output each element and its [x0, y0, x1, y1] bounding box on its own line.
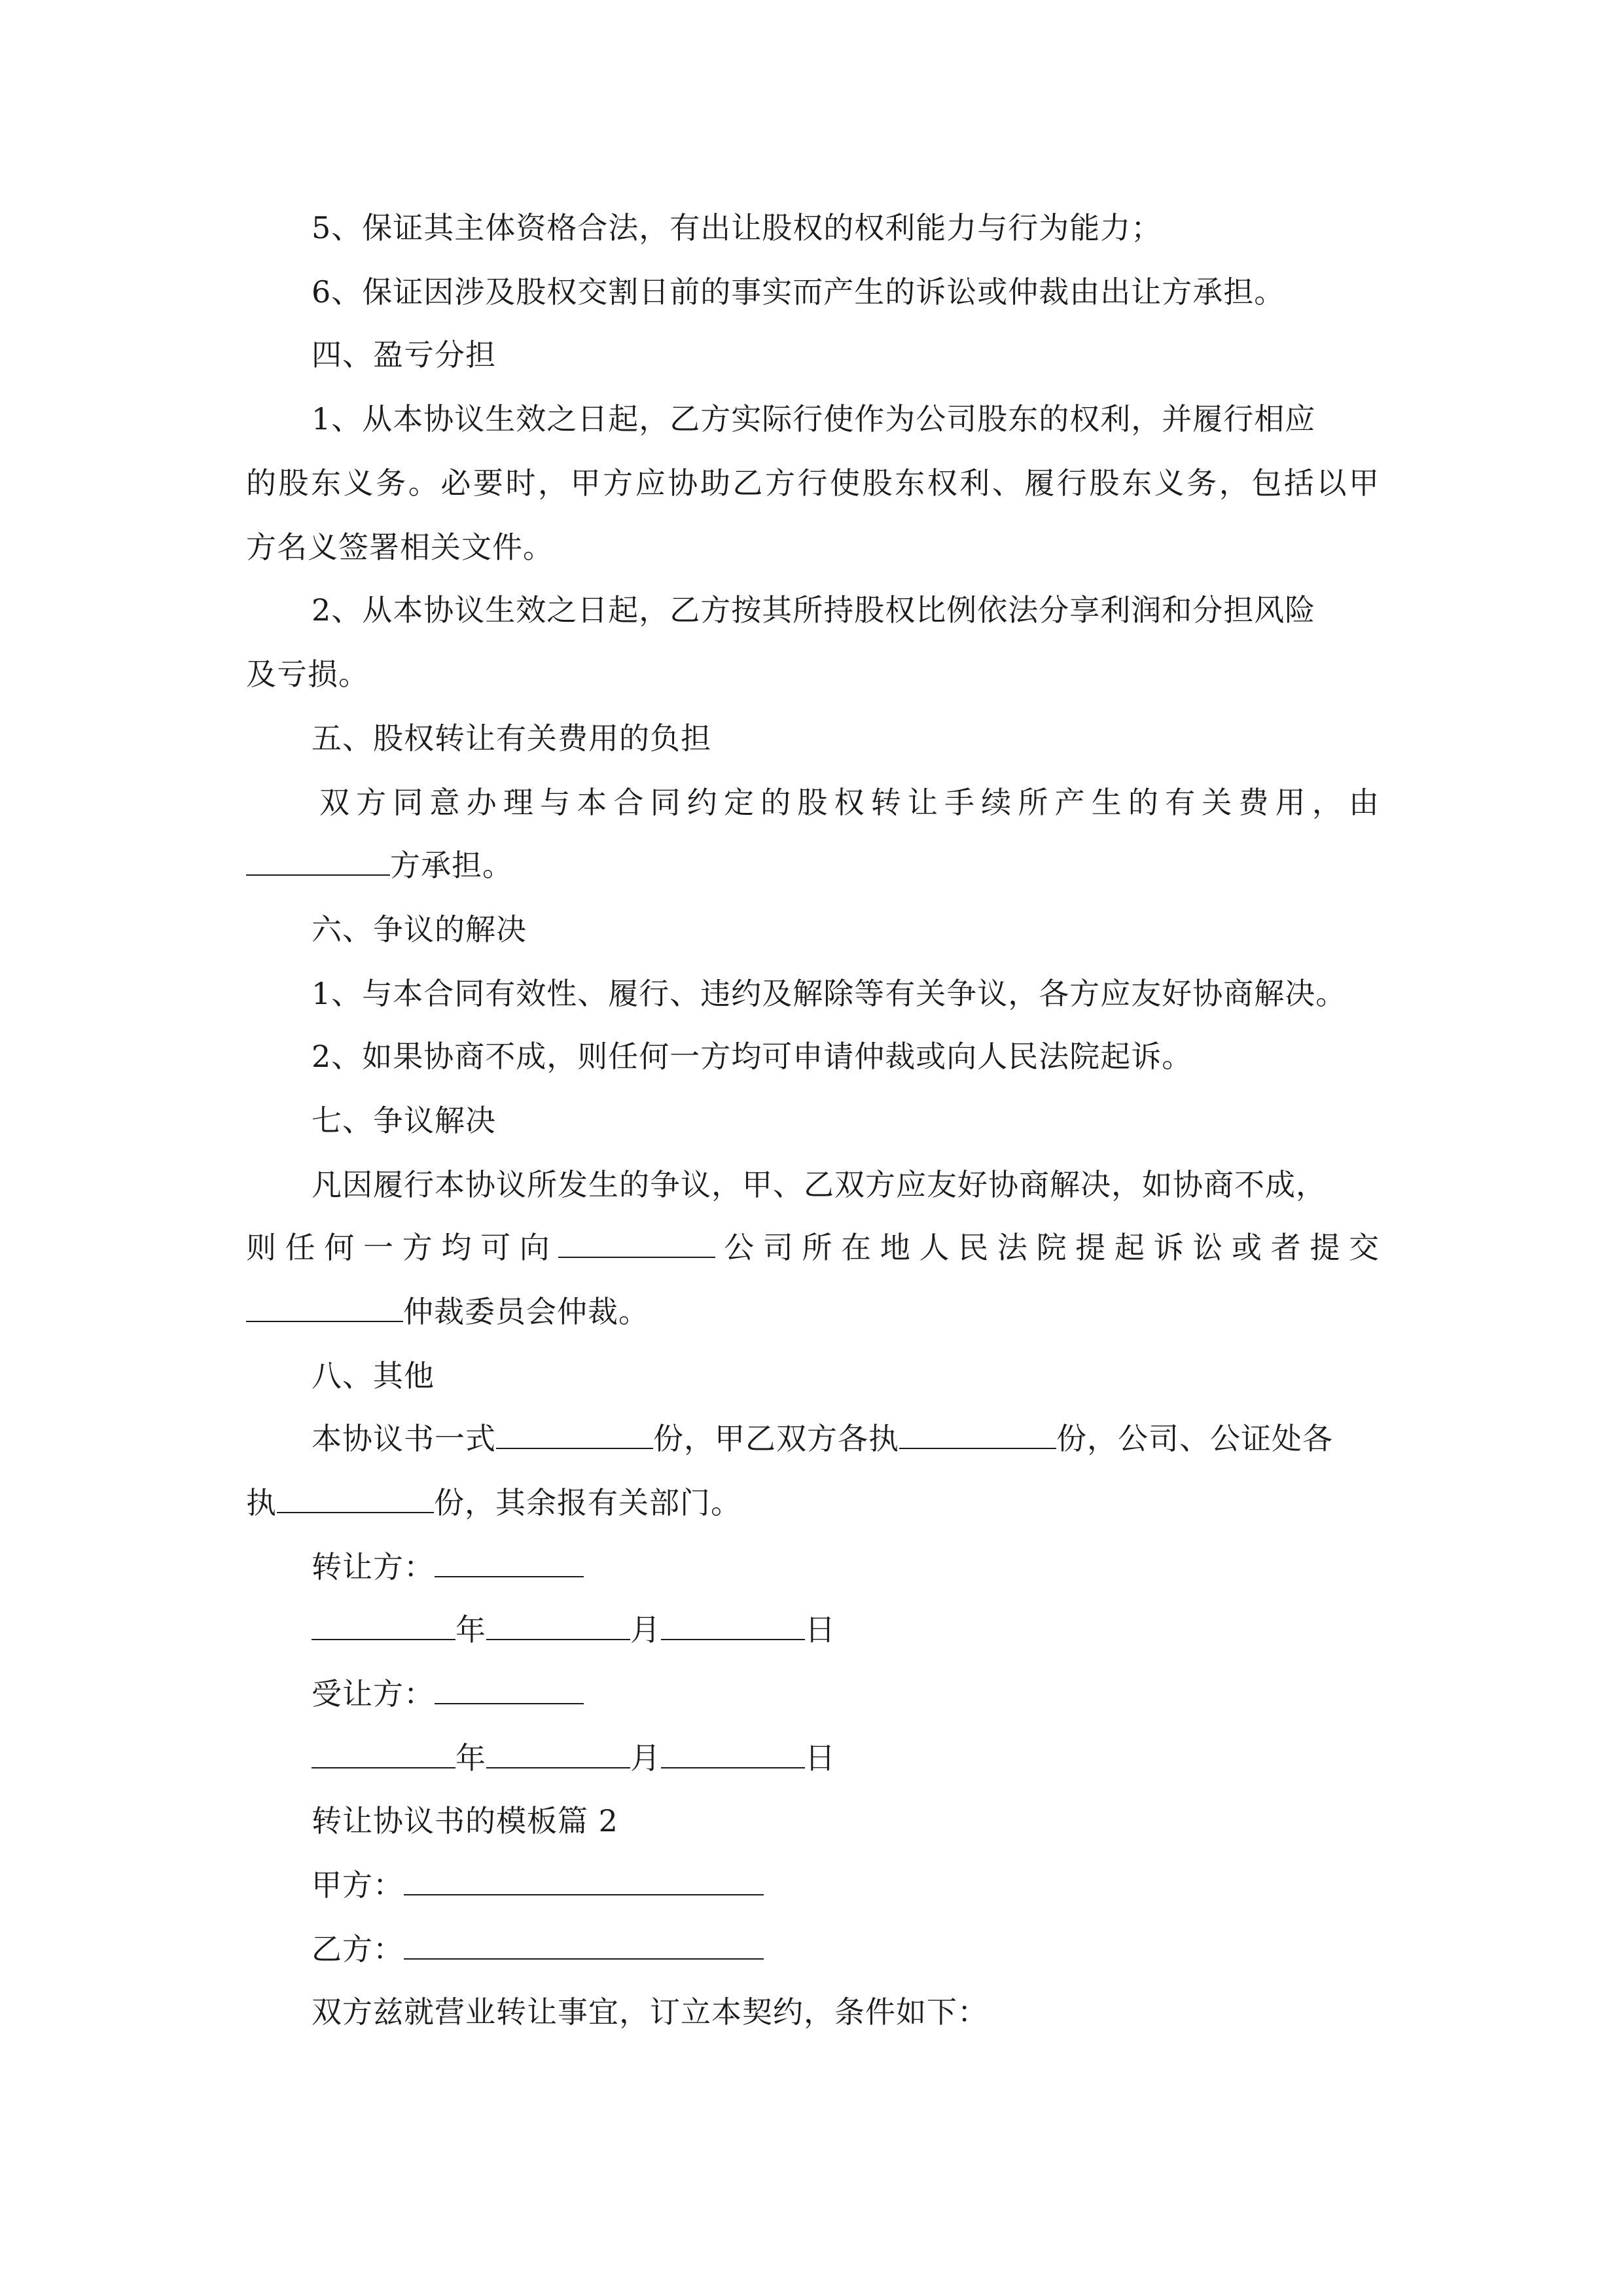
year-label: 年: [455, 1612, 486, 1647]
blank-field[interactable]: [246, 1292, 403, 1322]
clause-8-line1: [312, 1419, 1333, 1458]
party-a-label: 甲方：: [312, 1867, 404, 1903]
clause-4-1-line2: 的股东义务。必要时，甲方应协助乙方行使股东权利、履行股东义务，包括以甲: [246, 465, 1380, 501]
transferor-date: [312, 1610, 836, 1649]
clause-6-2: 2、如果协商不成，则任何一方均可申请仲裁或向人民法院起诉。: [312, 1039, 1193, 1074]
clause-5-line1: 双方同意办理与本合同约定的股权转让手续所产生的有关费用，由: [319, 785, 1380, 820]
blank-field[interactable]: [496, 1419, 653, 1449]
clause-7-line2-text-b: 公司所在地人民法院提起诉讼或者提交: [715, 1230, 1380, 1265]
template-2-title: 转让协议书的模板篇 2: [312, 1803, 618, 1839]
transferor-blank[interactable]: [435, 1547, 584, 1577]
transferee-date: [312, 1738, 836, 1778]
day-label: 日: [805, 1612, 836, 1647]
month-label: 月: [630, 1740, 661, 1776]
day-blank[interactable]: [661, 1738, 805, 1768]
year-label: 年: [455, 1740, 486, 1776]
blank-field[interactable]: [558, 1228, 715, 1258]
year-blank[interactable]: [312, 1610, 455, 1640]
clause-7-line3-text: 仲裁委员会仲裁。: [403, 1294, 649, 1329]
day-blank[interactable]: [661, 1610, 805, 1640]
clause-8-text-a: 本协议书一式: [312, 1421, 496, 1456]
clause-4-1-line3: 方名义签署相关文件。: [246, 529, 554, 565]
month-label: 月: [630, 1612, 661, 1647]
party-b-label: 乙方：: [312, 1931, 404, 1967]
transferee-blank[interactable]: [435, 1674, 584, 1704]
blank-field[interactable]: [246, 846, 390, 876]
clause-4-1-line1: 1、从本协议生效之日起，乙方实际行使作为公司股东的权利，并履行相应: [312, 401, 1316, 437]
month-blank[interactable]: [486, 1738, 630, 1768]
transferor-signature: [312, 1547, 584, 1587]
clause-7-line3: [246, 1292, 649, 1331]
template-2-intro: 双方兹就营业转让事宜，订立本契约，条件如下：: [312, 1994, 988, 2030]
clause-4-2-line2: 及亏损。: [246, 656, 369, 692]
section-heading-6: 六、争议的解决: [312, 912, 527, 947]
clause-8-text-e: 份，其余报有关部门。: [434, 1485, 741, 1520]
clause-5-line2: [246, 846, 513, 885]
year-blank[interactable]: [312, 1738, 455, 1768]
clause-3-5: 5、保证其主体资格合法，有出让股权的权利能力与行为能力；: [312, 210, 1162, 245]
clause-7-line2-text-a: 则任何一方均可向: [246, 1230, 559, 1265]
clause-8-line2: [246, 1483, 741, 1522]
section-heading-5: 五、股权转让有关费用的负担: [312, 721, 711, 756]
clause-8-text-d: 执: [246, 1485, 277, 1520]
clause-8-text-c: 份，公司、公证处各: [1056, 1421, 1333, 1456]
month-blank[interactable]: [486, 1610, 630, 1640]
transferee-signature: [312, 1674, 584, 1713]
clause-8-text-b: 份，甲乙双方各执: [653, 1421, 899, 1456]
party-b: [312, 1929, 764, 1969]
day-label: 日: [805, 1740, 836, 1776]
section-heading-8: 八、其他: [312, 1358, 435, 1393]
clause-7-line1: 凡因履行本协议所发生的争议，甲、乙双方应友好协商解决，如协商不成，: [312, 1167, 1327, 1202]
blank-field[interactable]: [899, 1419, 1056, 1449]
clause-3-6: 6、保证因涉及股权交割日前的事实而产生的诉讼或仲裁由出让方承担。: [312, 274, 1285, 310]
clause-4-2-line1: 2、从本协议生效之日起，乙方按其所持股权比例依法分享利润和分担风险: [312, 592, 1316, 628]
clause-7-line2: [246, 1228, 1380, 1267]
transferee-label: 受让方：: [312, 1676, 435, 1712]
section-heading-4: 四、盈亏分担: [312, 337, 496, 372]
party-b-blank[interactable]: [404, 1929, 764, 1960]
clause-5-line2-text: 方承担。: [390, 848, 513, 883]
party-a-blank[interactable]: [404, 1865, 764, 1895]
party-a: [312, 1865, 764, 1905]
section-heading-7: 七、争议解决: [312, 1103, 496, 1138]
clause-6-1: 1、与本合同有效性、履行、违约及解除等有关争议，各方应友好协商解决。: [312, 976, 1347, 1011]
blank-field[interactable]: [277, 1483, 434, 1513]
transferor-label: 转让方：: [312, 1549, 435, 1585]
